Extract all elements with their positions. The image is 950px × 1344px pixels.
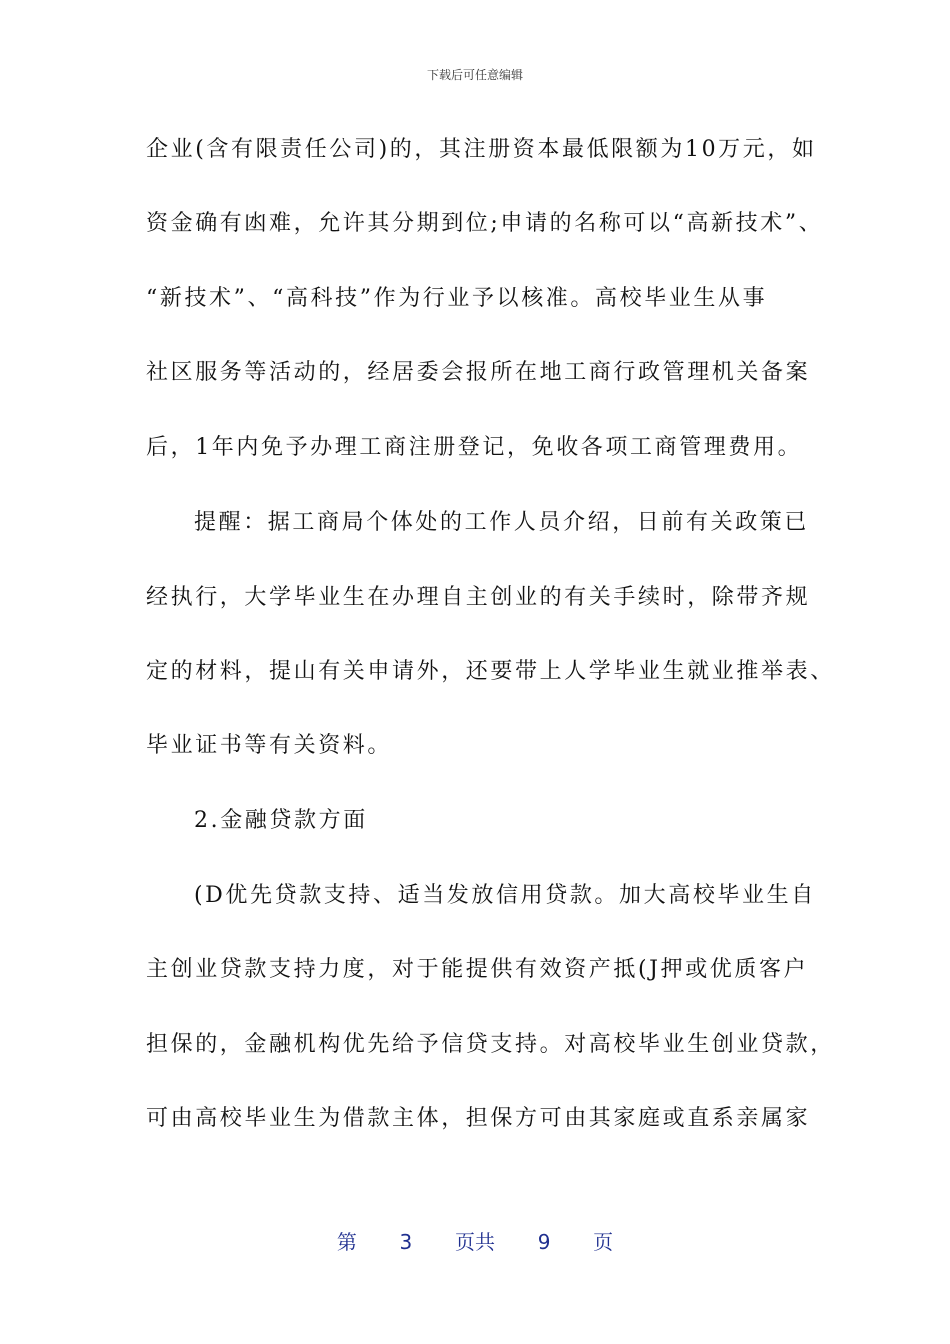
body-line: 主创业贷款支持力度，对于能提供有效资产抵(J押或优质客户 <box>146 957 809 982</box>
body-line: 后，1年内免予办理工商注册登记，免收各项工商管理费用。 <box>146 435 803 460</box>
body-line: 资金确有凼难，允许其分期到位;申请的名称可以“高新技术”、 <box>146 211 824 236</box>
page-footer <box>0 1226 950 1255</box>
body-line: (D优先贷款支持、适当发放信用贷款。加大高校毕业生自 <box>194 883 816 908</box>
current-page-number: 3 <box>399 1230 413 1254</box>
body-line: 毕业证书等有关资料。 <box>146 733 393 758</box>
section-heading: 2.金融贷款方面 <box>194 808 368 833</box>
total-pages-number: 9 <box>537 1230 551 1254</box>
body-line: “新技术”、“高科技”作为行业予以核准。高校毕业生从事 <box>146 286 768 311</box>
footer-suffix: 页 <box>593 1230 614 1254</box>
body-line: 社区服务等活动的，经居委会报所在地工商行政管理机关备案 <box>146 360 811 385</box>
body-line: 担保的，金融机构优先给予信贷支持。对高校毕业生创业贷款， <box>146 1032 835 1057</box>
footer-prefix: 第 <box>336 1230 357 1254</box>
body-line: 经执行，大学毕业生在办理自主创业的有关手续时，除带齐规 <box>146 585 811 610</box>
body-line: 可由高校毕业生为借款主体，担保方可由其家庭或直系亲属家 <box>146 1106 811 1131</box>
body-line: 企业(含有限责任公司)的，其注册资本最低限额为10万元，如 <box>146 137 817 162</box>
page-header: 下载后可任意编辑 <box>426 68 523 82</box>
body-line: 提醒：据工商局个体处的工作人员介绍，日前有关政策已 <box>194 510 810 535</box>
footer-middle: 页共 <box>455 1230 495 1254</box>
body-line: 定的材料，提山有关申请外，还要带上人学毕业生就业推举表、 <box>146 659 835 684</box>
